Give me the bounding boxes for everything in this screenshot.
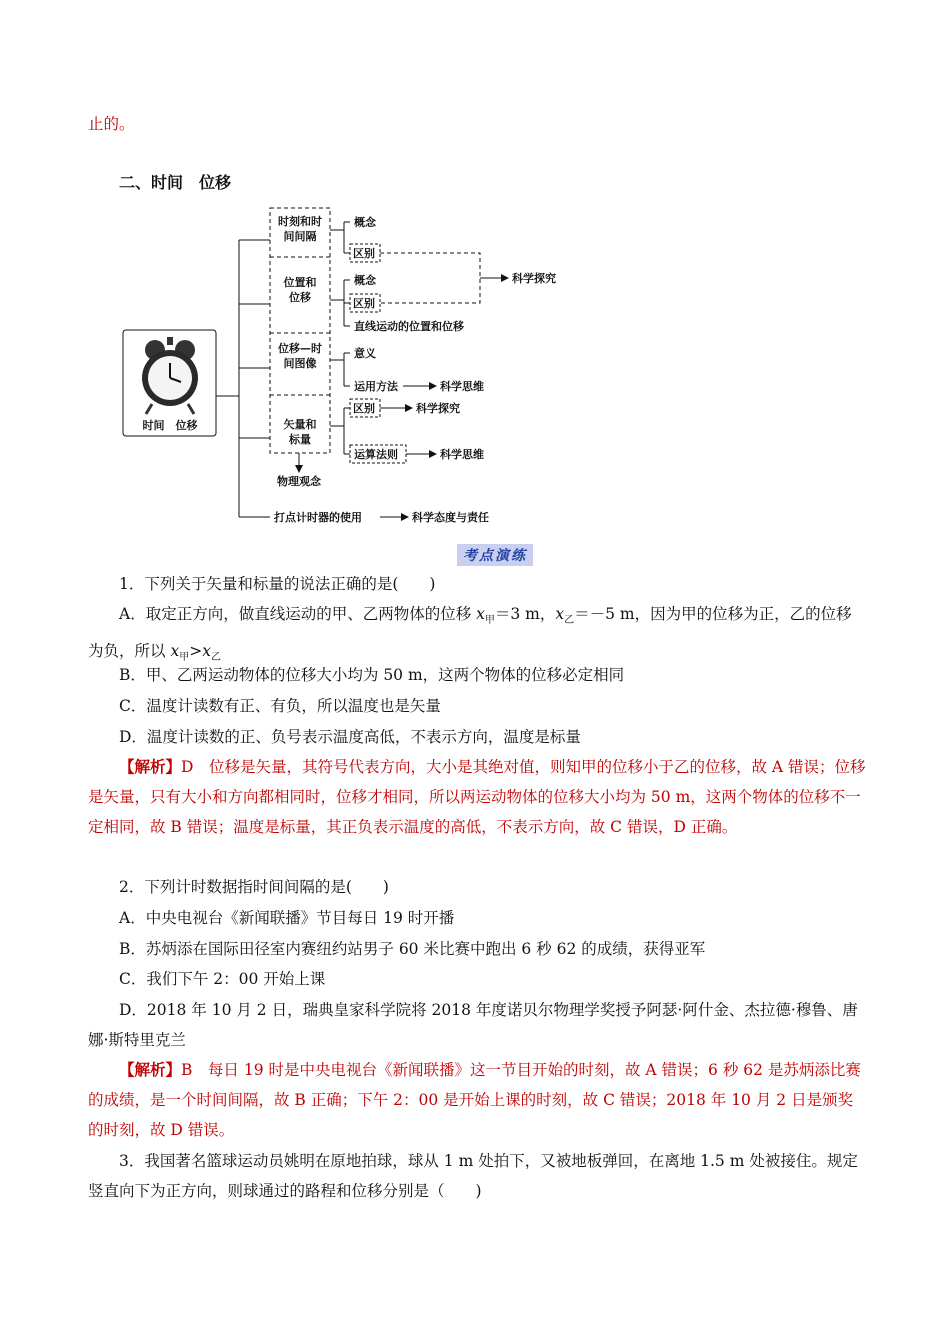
q2-option-c: C．我们下午 2：00 开始上课 [119, 970, 326, 988]
q3-stem: 3．我国著名篮球运动员姚明在原地拍球，球从 1 m 处拍下，又被地板弹回，在离地 1.5 m 处被接住。规定竖直向下为正方向，则球通过的路程和位移分别是（ ) [88, 1152, 858, 1200]
science-attitude-label: 科学态度与责任 [412, 511, 489, 524]
diff1-label: 区别 [353, 247, 375, 260]
q2-option-b: B．苏炳添在国际田径室内赛纽约站男子 60 米比赛中跑出 6 秒 62 的成绩，获得亚军 [119, 940, 706, 958]
q2-option-a: A．中央电视台《新闻联播》节目每日 19 时开播 [119, 909, 455, 927]
group1-line2: 间间隔 [283, 230, 317, 243]
science-thinking1-label: 科学思维 [440, 380, 484, 393]
op-rule-label: 运算法则 [354, 448, 398, 461]
science-explore1-label: 科学探究 [512, 272, 556, 285]
apply-method-label: 运用方法 [354, 380, 398, 393]
meaning-label: 意义 [354, 347, 376, 360]
timer-use-label: 打点计时器的使用 [274, 511, 362, 524]
physics-concept-label: 物理观念 [277, 475, 321, 488]
diff2-label: 区别 [353, 297, 375, 310]
alarm-clock-icon [142, 337, 198, 414]
group3-line1: 位移—时 [278, 342, 322, 355]
straight-motion-label: 直线运动的位置和位移 [354, 320, 464, 333]
diff3-label: 区别 [353, 402, 375, 415]
group4-line2: 标量 [289, 433, 311, 446]
q2-option-d: D．2018 年 10 月 2 日，瑞典皇家科学院将 2018 年度诺贝尔物理学奖授予阿瑟·阿什金、杰拉德·穆鲁、唐娜·斯特里克兰 [88, 1001, 858, 1049]
analysis-tag: 【解析】 [119, 757, 182, 776]
analysis-tag: 【解析】 [119, 1060, 182, 1079]
q2-analysis: 【解析】B 每日 19 时是中央电视台《新闻联播》这一节目开始的时刻，故 A 错误；6 秒 62 是苏炳添比赛的成绩，是一个时间间隔，故 B 正确；下午 2：00 是开始上课的时刻，故 C 错误；2018 年 10 月 2 日是颁奖的时刻，故 D 错误。 [88, 1060, 861, 1139]
section-title: 二、时间 位移 [119, 173, 232, 192]
q1-option-c: C．温度计读数有正、有负，所以温度也是矢量 [119, 697, 441, 715]
q2-stem: 2．下列计时数据指时间间隔的是( ) [119, 878, 389, 896]
group3-line2: 间图像 [283, 357, 317, 370]
group1-line1: 时刻和时 [278, 215, 322, 228]
science-thinking2-label: 科学思维 [440, 448, 484, 461]
concept2-label: 概念 [354, 274, 376, 287]
previous-paragraph-tail: 止的。 [88, 115, 135, 133]
root-label: 时间 位移 [142, 419, 198, 432]
science-explore2-label: 科学探究 [416, 402, 460, 415]
group2-line2: 位移 [289, 291, 311, 304]
q1-stem: 1．下列关于矢量和标量的说法正确的是( ) [119, 575, 436, 593]
q1-option-a: A．取定正方向，做直线运动的甲、乙两物体的位移 $x_甲=3$ m，$x_乙=-5$ m，因为甲的位移为正，乙的位移为负，所以 $x_甲>x_乙$ [88, 605, 852, 664]
q1-option-d: D．温度计读数的正、负号表示温度高低，不表示方向，温度是标量 [119, 728, 581, 746]
q1-option-b: B．甲、乙两运动物体的位移大小均为 50 m，这两个物体的位移必定相同 [119, 666, 625, 684]
concept-map-diagram [118, 200, 558, 535]
group4-line1: 矢量和 [283, 418, 317, 431]
q1-analysis: 【解析】D 位移是矢量，其符号代表方向，大小是其绝对值，则知甲的位移小于乙的位移，故 A 错误；位移是矢量，只有大小和方向都相同时，位移才相同，所以两运动物体的位移大小均为 50 m，这两个物体的位移不一定相同，故 B 错误；温度是标量，其正负表示温度的高低，不表示方向，故 C 错误，D 正确。 [88, 757, 866, 836]
group2-line1: 位置和 [283, 276, 317, 289]
concept1-label: 概念 [354, 216, 376, 229]
exercise-badge: 考点演练 [457, 544, 533, 566]
